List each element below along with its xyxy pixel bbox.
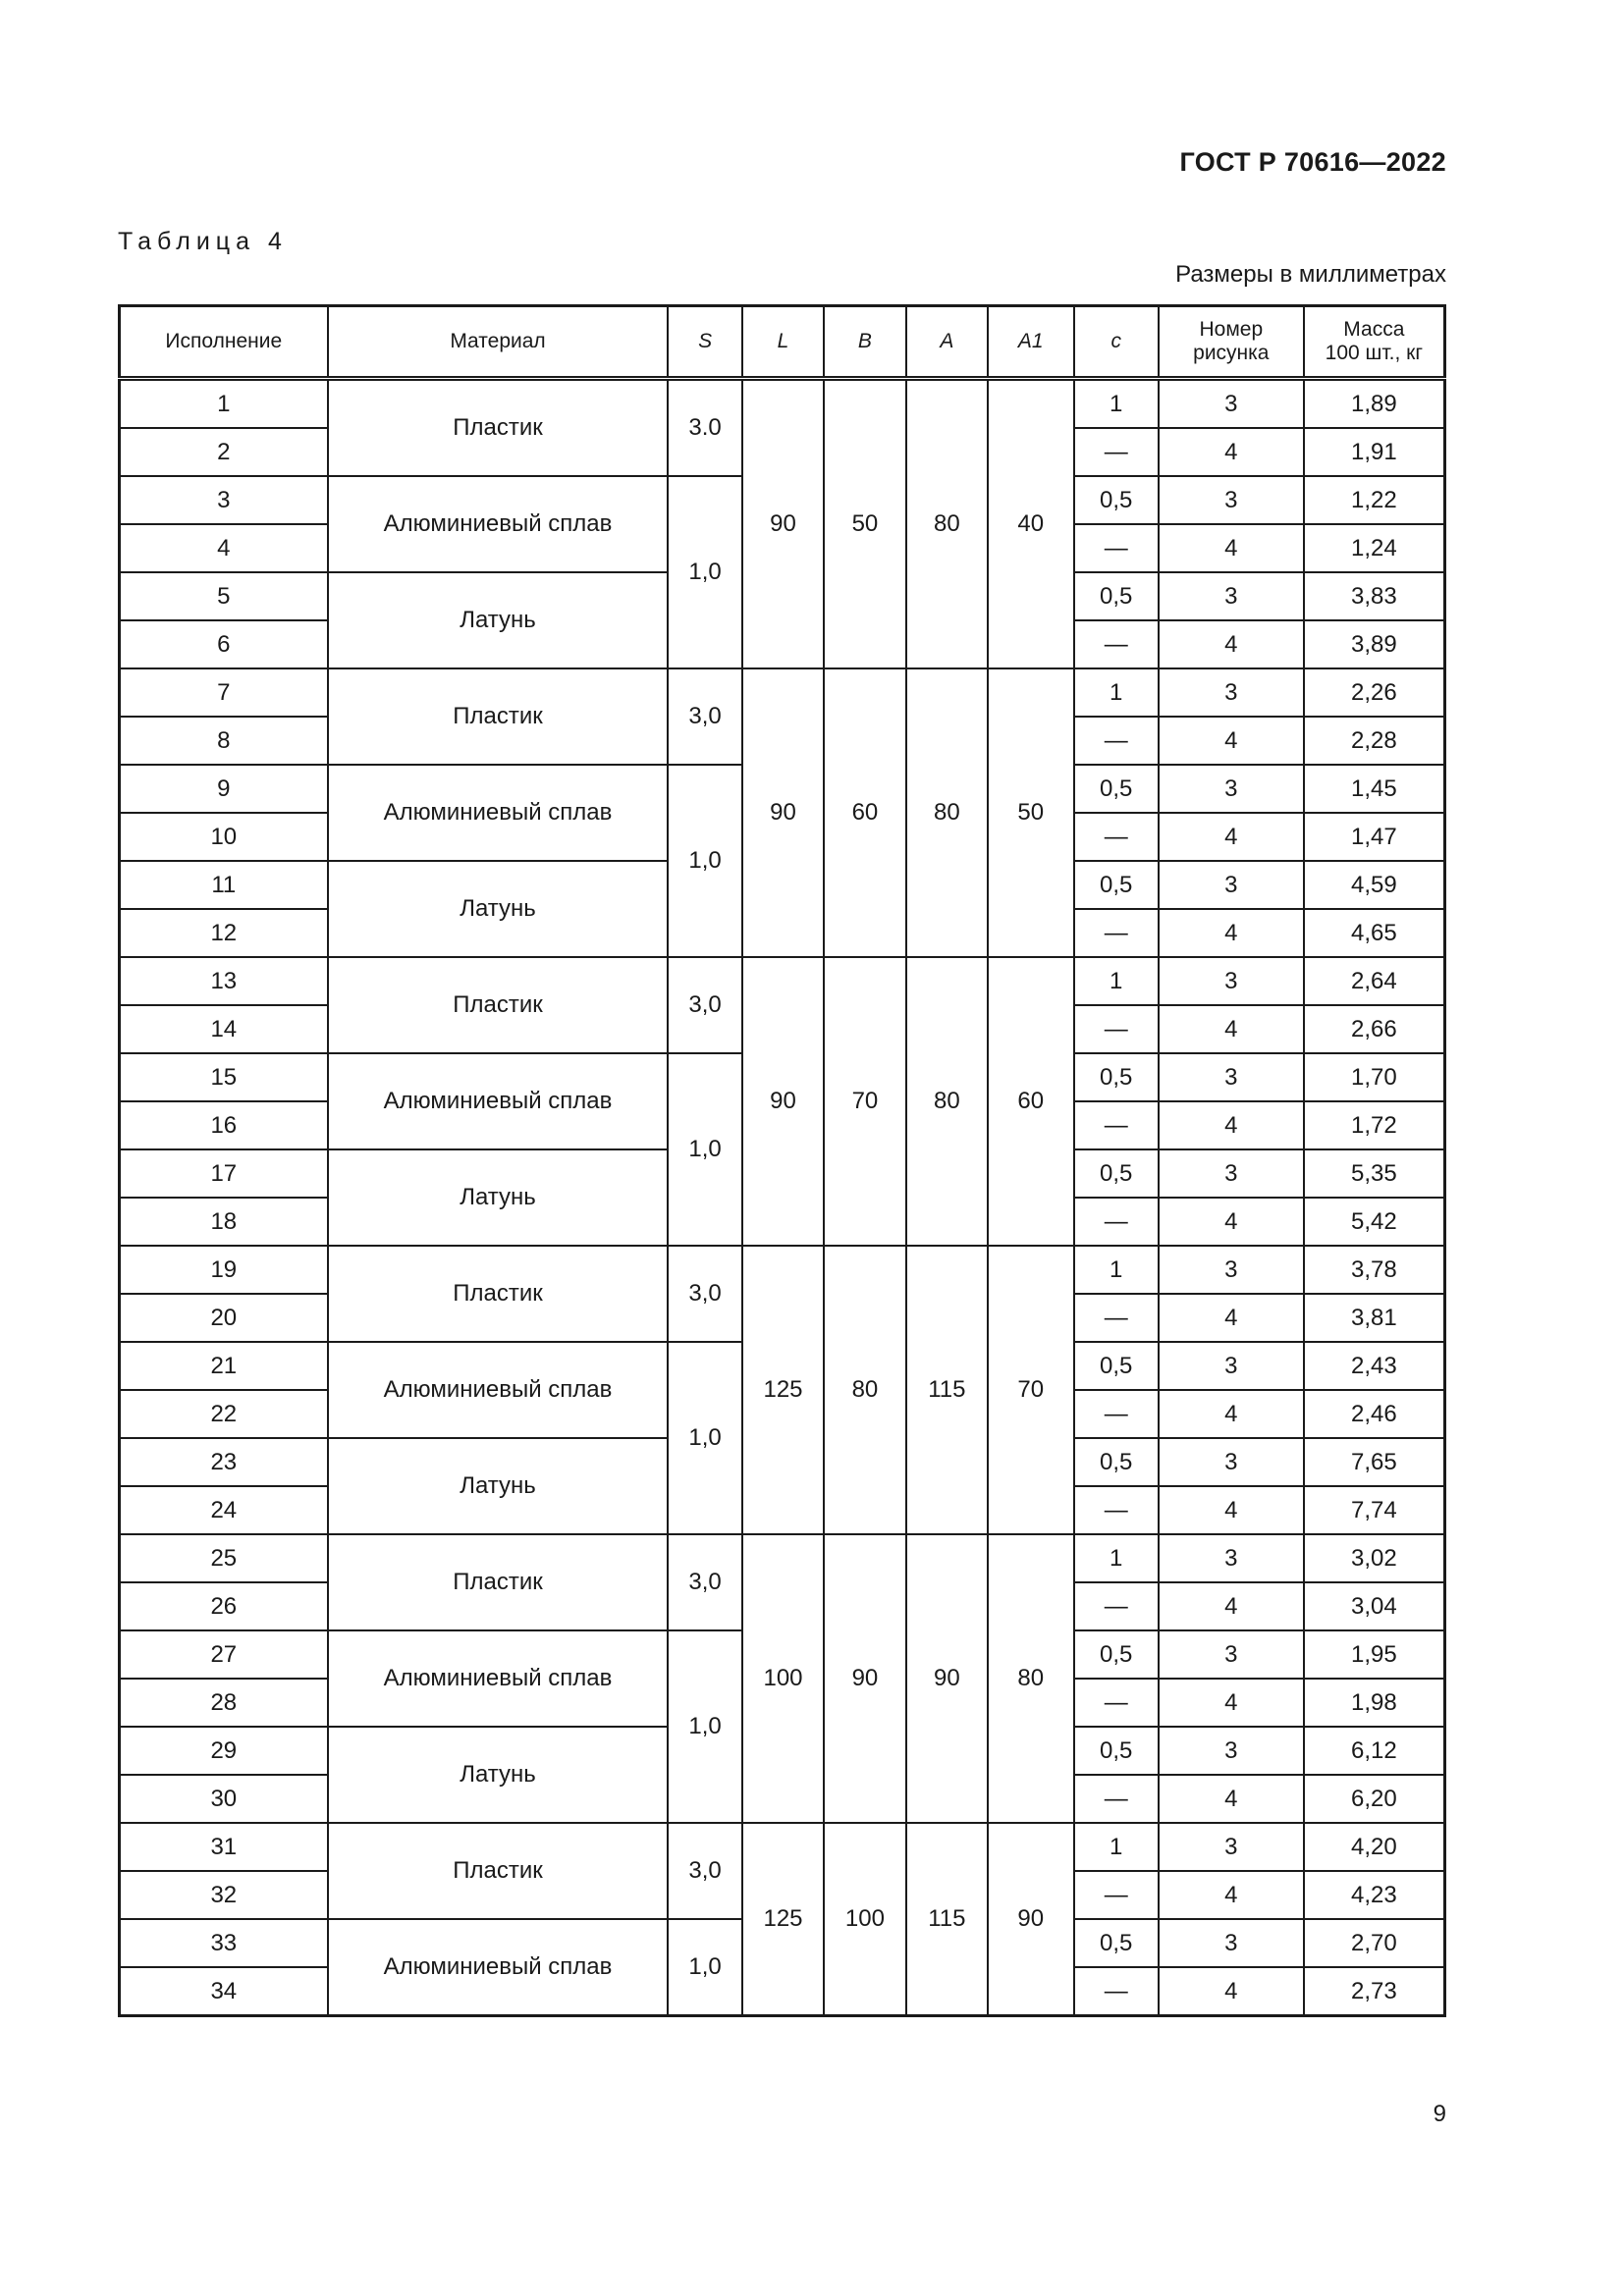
mass-cell: 4,23: [1304, 1871, 1445, 1919]
a1-cell: 60: [988, 957, 1073, 1246]
figure-number-cell: 4: [1159, 1198, 1304, 1246]
mass-cell: 3,78: [1304, 1246, 1445, 1294]
material-cell: Пластик: [328, 1246, 669, 1342]
figure-number-cell: 3: [1159, 572, 1304, 620]
mass-cell: 1,91: [1304, 428, 1445, 476]
ispolnenie-cell: 33: [120, 1919, 328, 1967]
l-cell: 100: [742, 1534, 824, 1823]
ispolnenie-cell: 3: [120, 476, 328, 524]
col-header-a: A: [906, 306, 988, 379]
ispolnenie-cell: 5: [120, 572, 328, 620]
c-cell: —: [1074, 1005, 1159, 1053]
table-body: [120, 379, 1445, 2016]
figure-number-cell: 3: [1159, 957, 1304, 1005]
a1-cell: 50: [988, 668, 1073, 957]
c-cell: —: [1074, 1198, 1159, 1246]
a-cell: 80: [906, 957, 988, 1246]
c-cell: —: [1074, 1294, 1159, 1342]
mass-cell: 1,72: [1304, 1101, 1445, 1149]
mass-cell: 4,20: [1304, 1823, 1445, 1871]
c-cell: —: [1074, 717, 1159, 765]
table-row: [120, 379, 1445, 429]
material-cell: Пластик: [328, 1823, 669, 1919]
mass-cell: 1,45: [1304, 765, 1445, 813]
mass-cell: 2,70: [1304, 1919, 1445, 1967]
figure-number-cell: 4: [1159, 909, 1304, 957]
ispolnenie-cell: 4: [120, 524, 328, 572]
a1-cell: 40: [988, 379, 1073, 669]
c-cell: —: [1074, 524, 1159, 572]
figure-number-cell: 4: [1159, 524, 1304, 572]
a-cell: 80: [906, 379, 988, 669]
l-cell: 125: [742, 1246, 824, 1534]
c-cell: 0,5: [1074, 1727, 1159, 1775]
table-row: [120, 1246, 1445, 1294]
mass-cell: 2,43: [1304, 1342, 1445, 1390]
mass-cell: 3,02: [1304, 1534, 1445, 1582]
s-cell: 3,0: [668, 668, 741, 765]
c-cell: —: [1074, 1775, 1159, 1823]
figure-number-cell: 4: [1159, 1390, 1304, 1438]
mass-cell: 6,12: [1304, 1727, 1445, 1775]
col-header-l: L: [742, 306, 824, 379]
figure-number-cell: 4: [1159, 620, 1304, 668]
material-cell: Пластик: [328, 668, 669, 765]
material-cell: Пластик: [328, 957, 669, 1053]
c-cell: 1: [1074, 1534, 1159, 1582]
col-header-figure-number: Номер рисунка: [1159, 306, 1304, 379]
c-cell: 0,5: [1074, 1149, 1159, 1198]
material-cell: Латунь: [328, 1438, 669, 1534]
s-cell: 1,0: [668, 476, 741, 668]
ispolnenie-cell: 14: [120, 1005, 328, 1053]
mass-cell: 1,70: [1304, 1053, 1445, 1101]
col-header-a1: A1: [988, 306, 1073, 379]
mass-cell: 2,28: [1304, 717, 1445, 765]
a1-cell: 90: [988, 1823, 1073, 2016]
ispolnenie-cell: 7: [120, 668, 328, 717]
a1-cell: 80: [988, 1534, 1073, 1823]
c-cell: 0,5: [1074, 572, 1159, 620]
figure-number-cell: 4: [1159, 1101, 1304, 1149]
s-cell: 1,0: [668, 1630, 741, 1823]
s-cell: 1,0: [668, 1342, 741, 1534]
l-cell: 125: [742, 1823, 824, 2016]
c-cell: —: [1074, 620, 1159, 668]
s-cell: 3,0: [668, 1534, 741, 1630]
c-cell: 1: [1074, 668, 1159, 717]
mass-cell: 2,26: [1304, 668, 1445, 717]
ispolnenie-cell: 31: [120, 1823, 328, 1871]
mass-cell: 5,35: [1304, 1149, 1445, 1198]
material-cell: Алюминиевый сплав: [328, 1630, 669, 1727]
b-cell: 60: [824, 668, 905, 957]
ispolnenie-cell: 29: [120, 1727, 328, 1775]
col-header-mass: Масса 100 шт., кг: [1304, 306, 1445, 379]
ispolnenie-cell: 23: [120, 1438, 328, 1486]
figure-number-cell: 4: [1159, 1679, 1304, 1727]
s-cell: 1,0: [668, 1053, 741, 1246]
ispolnenie-cell: 17: [120, 1149, 328, 1198]
c-cell: —: [1074, 1101, 1159, 1149]
ispolnenie-cell: 21: [120, 1342, 328, 1390]
figure-number-cell: 3: [1159, 1438, 1304, 1486]
figure-number-cell: 4: [1159, 1005, 1304, 1053]
figure-number-cell: 3: [1159, 765, 1304, 813]
c-cell: —: [1074, 909, 1159, 957]
ispolnenie-cell: 24: [120, 1486, 328, 1534]
c-cell: 1: [1074, 379, 1159, 429]
mass-cell: 3,04: [1304, 1582, 1445, 1630]
ispolnenie-cell: 34: [120, 1967, 328, 2016]
table-row: [120, 1534, 1445, 1582]
table-header-row: [120, 306, 1445, 379]
page-number: 9: [1433, 2101, 1446, 2127]
mass-cell: 1,47: [1304, 813, 1445, 861]
ispolnenie-cell: 10: [120, 813, 328, 861]
figure-number-cell: 4: [1159, 428, 1304, 476]
ispolnenie-cell: 9: [120, 765, 328, 813]
mass-cell: 1,89: [1304, 379, 1445, 429]
ispolnenie-cell: 30: [120, 1775, 328, 1823]
figure-number-cell: 3: [1159, 1534, 1304, 1582]
figure-number-cell: 4: [1159, 1582, 1304, 1630]
material-cell: Латунь: [328, 1727, 669, 1823]
a1-cell: 70: [988, 1246, 1073, 1534]
mass-cell: 1,98: [1304, 1679, 1445, 1727]
c-cell: 0,5: [1074, 1630, 1159, 1679]
material-cell: Алюминиевый сплав: [328, 1919, 669, 2016]
material-cell: Латунь: [328, 861, 669, 957]
ispolnenie-cell: 2: [120, 428, 328, 476]
material-cell: Пластик: [328, 379, 669, 477]
ispolnenie-cell: 32: [120, 1871, 328, 1919]
figure-number-cell: 3: [1159, 1246, 1304, 1294]
material-cell: Пластик: [328, 1534, 669, 1630]
figure-number-cell: 3: [1159, 379, 1304, 429]
col-header-c: c: [1074, 306, 1159, 379]
ispolnenie-cell: 18: [120, 1198, 328, 1246]
figure-number-cell: 4: [1159, 1486, 1304, 1534]
c-cell: 0,5: [1074, 1919, 1159, 1967]
c-cell: 0,5: [1074, 765, 1159, 813]
ispolnenie-cell: 27: [120, 1630, 328, 1679]
c-cell: 0,5: [1074, 1342, 1159, 1390]
a-cell: 90: [906, 1534, 988, 1823]
ispolnenie-cell: 12: [120, 909, 328, 957]
table-caption: Таблица 4: [118, 228, 288, 255]
col-header-material: Материал: [328, 306, 669, 379]
material-cell: Алюминиевый сплав: [328, 1053, 669, 1149]
mass-cell: 4,59: [1304, 861, 1445, 909]
c-cell: —: [1074, 1679, 1159, 1727]
col-header-s: S: [668, 306, 741, 379]
ispolnenie-cell: 28: [120, 1679, 328, 1727]
figure-number-cell: 3: [1159, 476, 1304, 524]
mass-cell: 1,22: [1304, 476, 1445, 524]
l-cell: 90: [742, 957, 824, 1246]
ispolnenie-cell: 8: [120, 717, 328, 765]
ispolnenie-cell: 13: [120, 957, 328, 1005]
dimensions-table: [118, 304, 1446, 2017]
c-cell: —: [1074, 1486, 1159, 1534]
ispolnenie-cell: 16: [120, 1101, 328, 1149]
s-cell: 3.0: [668, 379, 741, 477]
mass-cell: 2,64: [1304, 957, 1445, 1005]
material-cell: Латунь: [328, 572, 669, 668]
c-cell: 0,5: [1074, 861, 1159, 909]
a-cell: 115: [906, 1823, 988, 2016]
mass-cell: 2,66: [1304, 1005, 1445, 1053]
material-cell: Алюминиевый сплав: [328, 1342, 669, 1438]
ispolnenie-cell: 11: [120, 861, 328, 909]
ispolnenie-cell: 22: [120, 1390, 328, 1438]
figure-number-cell: 4: [1159, 717, 1304, 765]
mass-cell: 7,74: [1304, 1486, 1445, 1534]
units-note: Размеры в миллиметрах: [1175, 261, 1446, 288]
figure-number-cell: 3: [1159, 1823, 1304, 1871]
ispolnenie-cell: 15: [120, 1053, 328, 1101]
c-cell: —: [1074, 813, 1159, 861]
c-cell: —: [1074, 1871, 1159, 1919]
c-cell: —: [1074, 428, 1159, 476]
ispolnenie-cell: 20: [120, 1294, 328, 1342]
figure-number-cell: 4: [1159, 813, 1304, 861]
c-cell: 0,5: [1074, 476, 1159, 524]
s-cell: 3,0: [668, 957, 741, 1053]
figure-number-cell: 4: [1159, 1775, 1304, 1823]
ispolnenie-cell: 19: [120, 1246, 328, 1294]
figure-number-cell: 3: [1159, 668, 1304, 717]
c-cell: 1: [1074, 1246, 1159, 1294]
mass-cell: 1,95: [1304, 1630, 1445, 1679]
s-cell: 3,0: [668, 1823, 741, 1919]
col-header-ispolnenie: Исполнение: [120, 306, 328, 379]
document-header: ГОСТ Р 70616—2022: [1179, 147, 1446, 177]
figure-number-cell: 4: [1159, 1967, 1304, 2016]
mass-cell: 2,46: [1304, 1390, 1445, 1438]
figure-number-cell: 3: [1159, 1630, 1304, 1679]
b-cell: 50: [824, 379, 905, 669]
c-cell: —: [1074, 1967, 1159, 2016]
figure-number-cell: 4: [1159, 1871, 1304, 1919]
mass-cell: 6,20: [1304, 1775, 1445, 1823]
b-cell: 70: [824, 957, 905, 1246]
l-cell: 90: [742, 668, 824, 957]
ispolnenie-cell: 25: [120, 1534, 328, 1582]
figure-number-cell: 4: [1159, 1294, 1304, 1342]
s-cell: 3,0: [668, 1246, 741, 1342]
ispolnenie-cell: 1: [120, 379, 328, 429]
l-cell: 90: [742, 379, 824, 669]
a-cell: 80: [906, 668, 988, 957]
material-cell: Латунь: [328, 1149, 669, 1246]
s-cell: 1,0: [668, 1919, 741, 2016]
s-cell: 1,0: [668, 765, 741, 957]
b-cell: 100: [824, 1823, 905, 2016]
figure-number-cell: 3: [1159, 1053, 1304, 1101]
mass-cell: 3,81: [1304, 1294, 1445, 1342]
figure-number-cell: 3: [1159, 861, 1304, 909]
c-cell: 0,5: [1074, 1438, 1159, 1486]
table-row: [120, 1823, 1445, 1871]
mass-cell: 4,65: [1304, 909, 1445, 957]
mass-cell: 2,73: [1304, 1967, 1445, 2016]
c-cell: 0,5: [1074, 1053, 1159, 1101]
ispolnenie-cell: 6: [120, 620, 328, 668]
material-cell: Алюминиевый сплав: [328, 765, 669, 861]
figure-number-cell: 3: [1159, 1727, 1304, 1775]
col-header-b: B: [824, 306, 905, 379]
table-row: [120, 957, 1445, 1005]
table-row: [120, 668, 1445, 717]
c-cell: 1: [1074, 1823, 1159, 1871]
mass-cell: 5,42: [1304, 1198, 1445, 1246]
mass-cell: 3,89: [1304, 620, 1445, 668]
figure-number-cell: 3: [1159, 1149, 1304, 1198]
c-cell: 1: [1074, 957, 1159, 1005]
figure-number-cell: 3: [1159, 1342, 1304, 1390]
c-cell: —: [1074, 1390, 1159, 1438]
figure-number-cell: 3: [1159, 1919, 1304, 1967]
a-cell: 115: [906, 1246, 988, 1534]
ispolnenie-cell: 26: [120, 1582, 328, 1630]
b-cell: 90: [824, 1534, 905, 1823]
c-cell: —: [1074, 1582, 1159, 1630]
material-cell: Алюминиевый сплав: [328, 476, 669, 572]
b-cell: 80: [824, 1246, 905, 1534]
mass-cell: 3,83: [1304, 572, 1445, 620]
mass-cell: 7,65: [1304, 1438, 1445, 1486]
mass-cell: 1,24: [1304, 524, 1445, 572]
